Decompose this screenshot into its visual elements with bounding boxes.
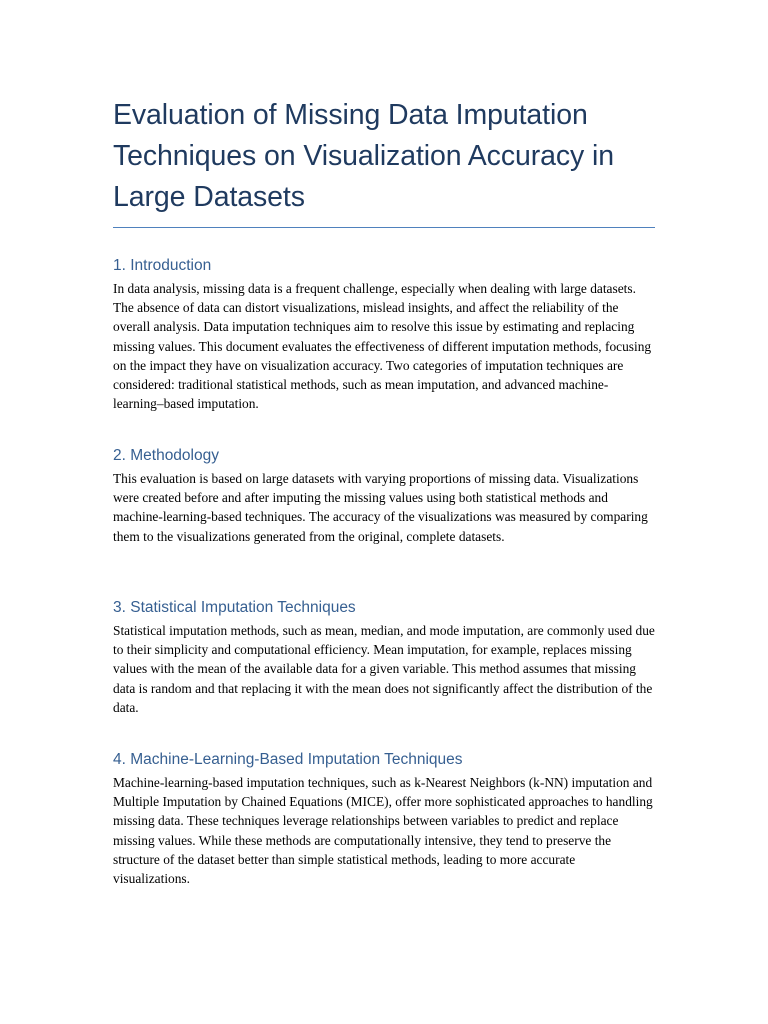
section-body: Machine-learning-based imputation techniques, such as k-Nearest Neighbors (k-NN) imputation and Multiple Imputation by Chained Equations (MICE), offer more sophisticated approaches to handling missing data. These techniques leverage relationships between variables to predict and replace missing values. While these methods are computationally intensive, they tend to preserve the structure of the dataset better than simple statistical methods, leading to more accurate visualizations. — [113, 775, 653, 887]
section-methodology — [113, 446, 655, 546]
section-heading: 3. Statistical Imputation Techniques — [113, 599, 356, 616]
section-heading: 4. Machine-Learning-Based Imputation Techniques — [113, 751, 463, 768]
section-ml-imputation — [113, 750, 655, 888]
section-introduction — [113, 256, 655, 413]
section-body: In data analysis, missing data is a frequent challenge, especially when dealing with large datasets. The absence of data can distort visualizations, mislead insights, and affect the reliability of the overall analysis. Data imputation techniques aim to resolve this issue by estimating and replacing missing values. This document evaluates the effectiveness of different imputation methods, focusing on the impact they have on visualization accuracy. Two categories of imputation techniques are considered: traditional statistical methods, such as mean imputation, and advanced machine-learning–based imputation. — [113, 281, 652, 412]
document-title: Evaluation of Missing Data Imputation Techniques on Visualization Accuracy in Large Datasets — [113, 99, 614, 213]
section-body: This evaluation is based on large datasets with varying proportions of missing data. Visualizations were created before and after imputing the missing values using both statistical methods and machine-learning-based techniques. The accuracy of the visualizations was measured by comparing them to the visualizations generated from the original, complete datasets. — [113, 471, 648, 544]
document-page — [113, 95, 655, 228]
title-divider — [113, 227, 655, 228]
section-heading: 2. Methodology — [113, 447, 219, 464]
section-body: Statistical imputation methods, such as mean, median, and mode imputation, are commonly used due to their simplicity and computational efficiency. Mean imputation, for example, replaces missing values with the mean of the available data for a given variable. This method assumes that missing data is random and that replacing it with the mean does not significantly affect the distribution of the data. — [113, 623, 655, 715]
section-statistical-imputation — [113, 598, 655, 717]
section-heading: 1. Introduction — [113, 257, 212, 274]
